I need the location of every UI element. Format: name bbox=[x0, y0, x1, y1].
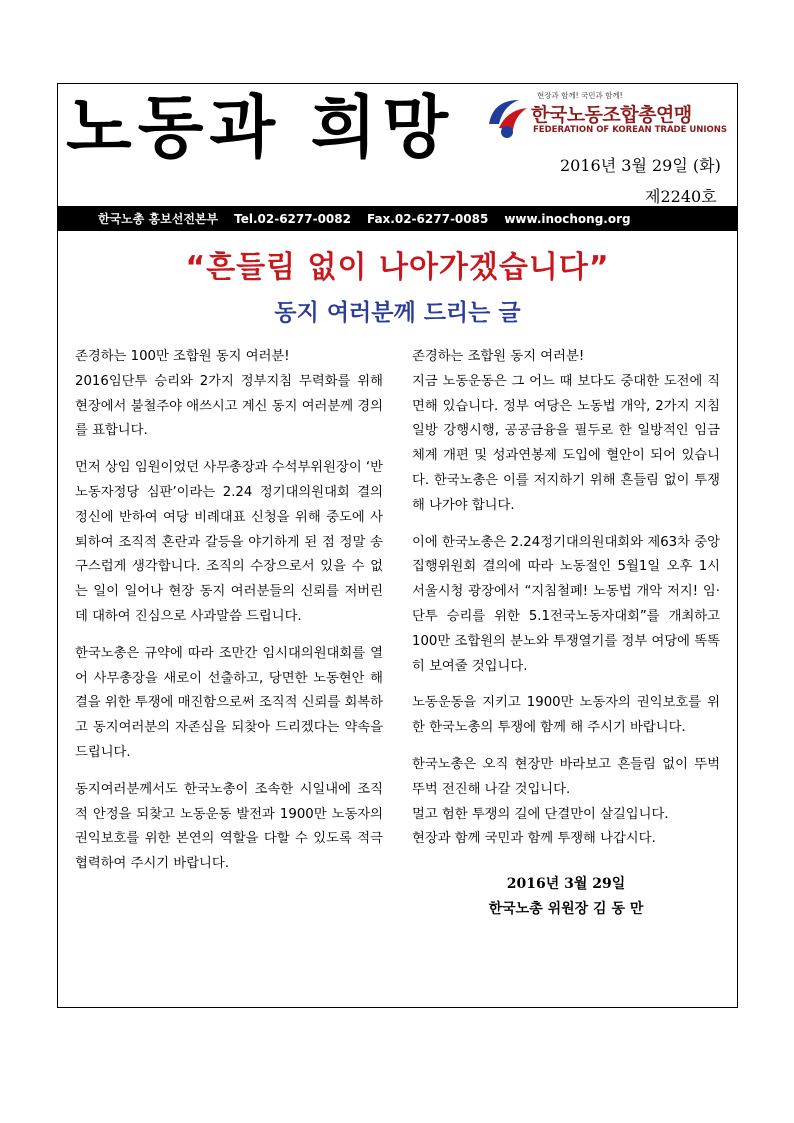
left-paragraph: 존경하는 100만 조합원 동지 여러분! 2016임단투 승리와 2가지 정부지침 무력화를 위해 현장에서 불철주야 애쓰시고 계신 동지 여러분께 경의를 표합니다. bbox=[75, 349, 383, 439]
tel-number: Tel.02-6277-0082 bbox=[234, 211, 351, 226]
issue-number: 제2240호 bbox=[645, 187, 717, 206]
website-link[interactable]: www.inochong.org bbox=[504, 211, 631, 226]
masthead-title: 노동과 희망 bbox=[66, 89, 455, 168]
signature-block bbox=[412, 872, 720, 922]
right-paragraph: 한국노총은 오직 현장만 바라보고 흔들림 없이 뚜벅 뚜벅 전진해 나갈 것입니다. 멀고 험한 투쟁의 길에 단결만이 살길입니다. 현장과 함께 국민과 함께 투쟁해 나갑시다. bbox=[412, 756, 720, 847]
fax-number: Fax.02-6277-0085 bbox=[366, 211, 489, 226]
left-paragraph: 동지여러분께서도 한국노총이 조속한 시일내에 조직적 안정을 되찾고 노동운동 발전과 1900만 노동자의 권익보호를 위한 본연의 역할을 다할 수 있도록 적극 협력하여 주시기 바랍니다. bbox=[75, 781, 383, 872]
right-paragraph: 존경하는 조합원 동지 여러분! 지금 노동운동은 그 어느 때 보다도 중대한 도전에 직면해 있습니다. 정부 여당은 노동법 개악, 2가지 지침 일방 강행시행, 공공금융을 필두로 한 일방적인 임금체계 개편 및 성과연봉제 도입에 혈안이 되어 있습니다. 한국노총은 이를 저지하기 위해 흔들림 없이 투쟁해 나가야 합니다. bbox=[412, 349, 720, 513]
right-paragraph: 이에 한국노총은 2.24정기대의원대회와 제63차 중앙집행위원회 결의에 따라 노동절인 5월1일 오후 1시 서울시청 광장에서 “지침철폐! 노동법 개악 저지! 임·단투 승리를 위한 5.1전국노동자대회”를 개최하고 100만 조합원의 분노와 투쟁열기를 정부 여당에 똑똑히 보여줄 것입니다. bbox=[412, 534, 720, 674]
org-logo bbox=[485, 86, 735, 146]
org-tagline: 현장과 함께! 국민과 함께! bbox=[537, 91, 623, 100]
signature-name: 한국노총 위원장 김 동 만 bbox=[488, 901, 644, 918]
left-column bbox=[75, 345, 383, 889]
subheadline: 동지 여러분께 드리는 글 bbox=[274, 300, 521, 326]
ftu-emblem-icon bbox=[485, 94, 531, 142]
left-paragraph: 먼저 상임 임원이었던 사무총장과 수석부위원장이 ‘반노동자정당 심판’이라는 2.24 정기대의원대회 결의 정신에 반하여 여당 비례대표 신청을 위해 중도에 사퇴하여 조직적 혼란과 갈등을 야기하게 된 점 정말 송구스럽게 생각합니다. 조직의 수장으로서 있을 수 없는 일이 일어나 현장 동지 여러분들의 신뢰를 저버린데 대하여 진심으로 사과말씀 드립니다. bbox=[75, 460, 383, 624]
left-paragraph: 한국노총은 규약에 따라 조만간 임시대의원대회를 열어 사무총장을 새로이 선출하고, 당면한 노동현안 해결을 위한 투쟁에 매진함으로써 조직적 신뢰를 회복하고 동지여러분의 자존심을 되찾아 드리겠다는 약속을 드립니다. bbox=[75, 645, 383, 760]
info-bar bbox=[58, 206, 737, 231]
org-name-korean: 한국노동조합총연맹 bbox=[531, 104, 692, 126]
headline: “흔들림 없이 나아가겠습니다” bbox=[185, 250, 610, 285]
org-name-english: FEDERATION OF KOREAN TRADE UNIONS bbox=[533, 125, 728, 135]
signature-date: 2016년 3월 29일 bbox=[506, 876, 626, 893]
issue-date: 2016년 3월 29일 (화) bbox=[560, 156, 721, 175]
department-label: 한국노총 홍보선전본부 bbox=[98, 212, 219, 226]
right-column bbox=[412, 345, 720, 922]
right-paragraph: 노동운동을 지키고 1900만 노동자의 권익보호를 위한 한국노총의 투쟁에 함께 해 주시기 바랍니다. bbox=[412, 695, 720, 736]
